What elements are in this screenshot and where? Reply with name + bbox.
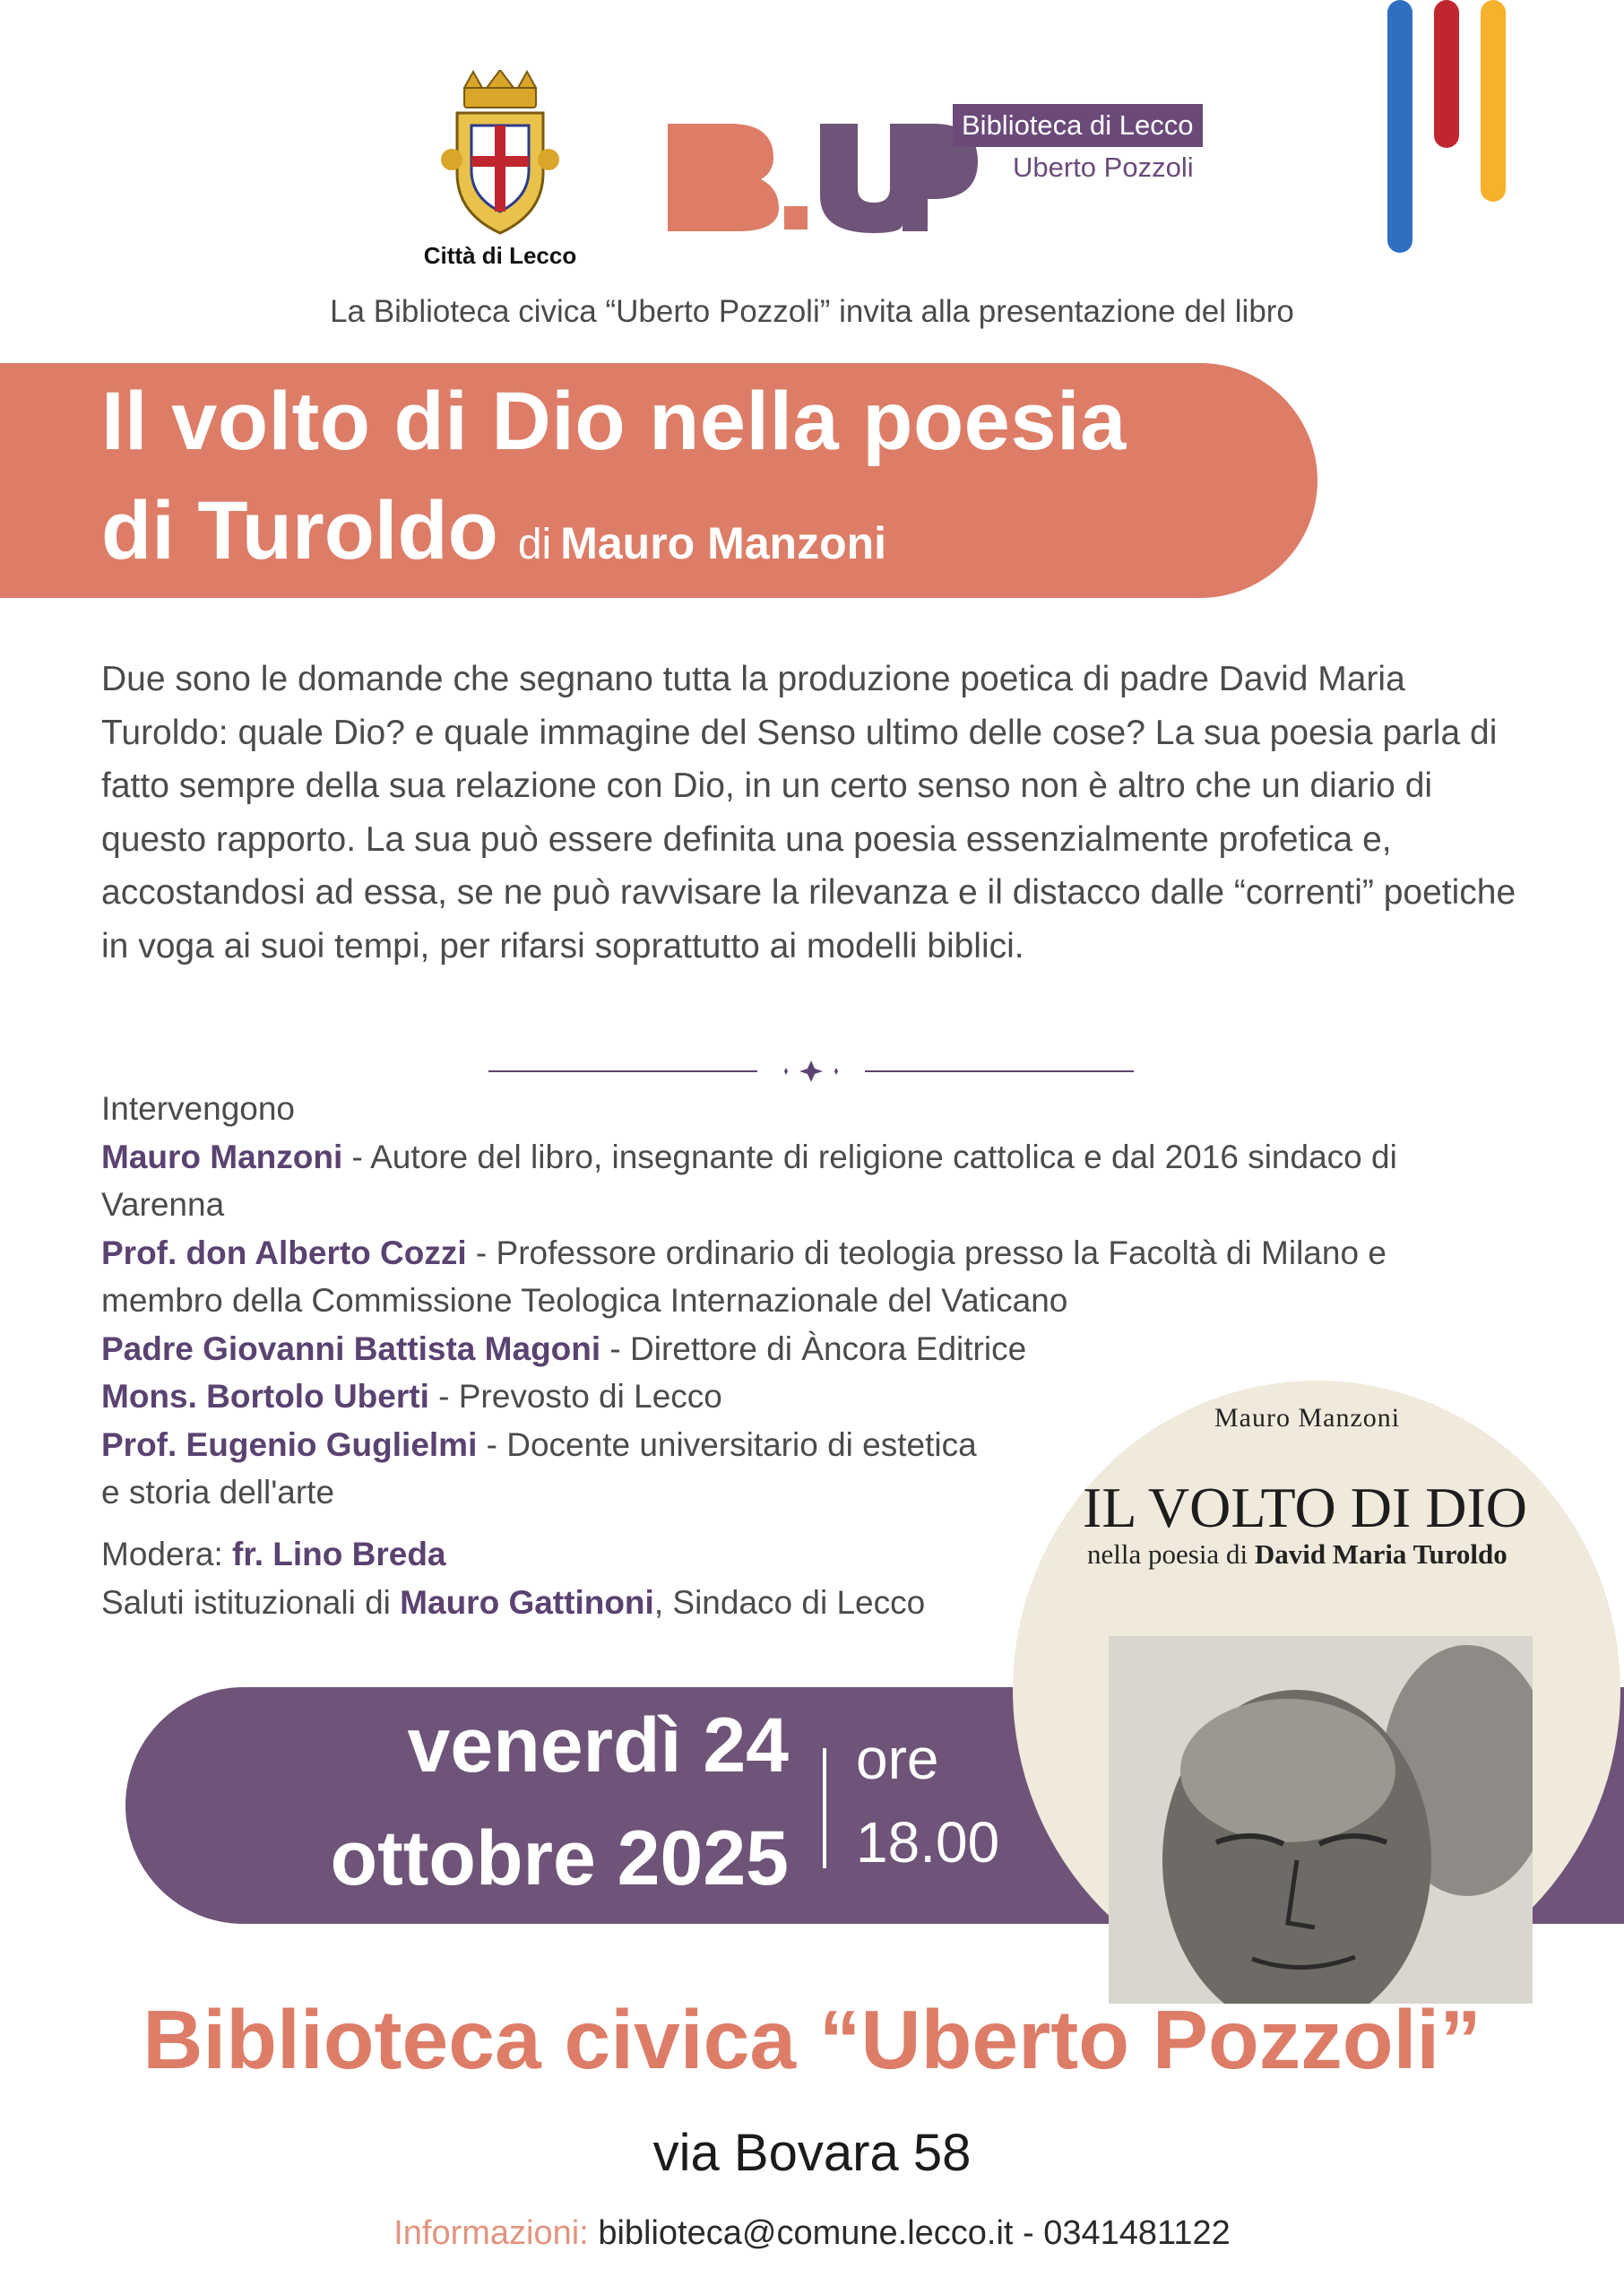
stripe-blue — [1387, 0, 1412, 253]
speaker-item — [101, 1325, 1535, 1373]
title-di: di — [517, 521, 552, 568]
moderation-section — [101, 1530, 1087, 1627]
speaker-role-cont: membro della Commissione Teologica Internazionale del Vaticano — [101, 1282, 1068, 1319]
event-date-line1: venerdì 24 — [407, 1702, 789, 1788]
moderator-line — [101, 1530, 1087, 1579]
contact-info — [0, 2214, 1624, 2253]
speaker-name: Prof. Eugenio Guglielmi — [101, 1425, 478, 1463]
book-cover-author: Mauro Manzoni — [1214, 1403, 1401, 1433]
stripe-red — [1434, 0, 1459, 148]
bup-logo-icon — [668, 117, 981, 238]
info-separator: - — [1013, 2214, 1044, 2252]
venue-name: Biblioteca civica “Uberto Pozzoli” — [143, 1993, 1481, 2086]
moderator-name: fr. Lino Breda — [232, 1536, 446, 1572]
info-email[interactable]: biblioteca@comune.lecco.it — [598, 2214, 1014, 2252]
info-label: Informazioni: — [393, 2214, 589, 2252]
speaker-role: - Professore ordinario di teologia presso la Facoltà di Milano e — [466, 1234, 1386, 1271]
speaker-item — [101, 1229, 1535, 1277]
speaker-name: Mauro Manzoni — [101, 1138, 343, 1175]
portrait-drawing-image — [1109, 1636, 1533, 2004]
title-line2-text: di Turoldo — [101, 485, 498, 576]
venue-address: via Bovara 58 — [652, 2124, 972, 2182]
greetings-suffix: , Sindaco di Lecco — [653, 1584, 926, 1621]
invite-text: La Biblioteca civica “Uberto Pozzoli” invita alla presentazione del libro — [330, 294, 1294, 329]
city-caption: Città di Lecco — [423, 242, 577, 269]
speaker-role: - Docente universitario di estetica — [477, 1425, 977, 1463]
speaker-role-cont: Varenna — [101, 1186, 225, 1223]
greetings-prefix: Saluti istituzionali di — [101, 1584, 401, 1621]
book-description: Due sono le domande che segnano tutta la produzione poetica di padre David Maria Turoldo: quale Dio? e quale immagine del Senso ultimo delle cose? La sua poesia parla di fatto sempre della sua relazione con Dio, in un certo senso non è altro che un diario di questo rapporto. La sua può essere definita una poesia essenzialmente profetica e, accostandosi ad essa, se ne può ravvisare la rilevanza e il distacco dalle “correnti” poetiche in voga ai suoi tempi, per rifarsi soprattutto ai modelli biblici. — [101, 660, 1516, 966]
speaker-name: Mons. Bortolo Uberti — [101, 1378, 429, 1415]
speaker-role: - Prevosto di Lecco — [428, 1378, 722, 1415]
greetings-line — [101, 1579, 1087, 1627]
city-crest-logo — [437, 70, 563, 238]
stripe-yellow — [1481, 0, 1506, 202]
event-time-label: ore — [856, 1727, 939, 1791]
title-author: Mauro Manzoni — [560, 518, 887, 568]
speaker-name: Padre Giovanni Battista Magoni — [101, 1329, 601, 1367]
info-phone[interactable]: 0341481122 — [1043, 2214, 1231, 2252]
book-title-line1: Il volto di Dio nella poesia — [101, 376, 1127, 467]
date-separator — [823, 1748, 826, 1868]
library-name-tag: Biblioteca di Lecco — [953, 104, 1203, 147]
ornament-divider-icon — [488, 1061, 1134, 1082]
book-title-line2 — [101, 484, 886, 578]
speakers-heading: Intervengono — [101, 1090, 296, 1127]
speaker-name: Prof. don Alberto Cozzi — [101, 1234, 467, 1271]
book-cover-subtitle-name: David Maria Turoldo — [1254, 1538, 1507, 1570]
book-cover-subtitle — [1087, 1538, 1507, 1571]
moderator-label: Modera: — [101, 1536, 233, 1572]
library-subname-tag: Uberto Pozzoli — [1013, 152, 1194, 183]
speaker-item — [101, 1133, 1535, 1182]
speaker-role-cont: e storia dell'arte — [101, 1474, 335, 1511]
speaker-role: - Autore del libro, insegnante di religione cattolica e dal 2016 sindaco di — [342, 1138, 1397, 1175]
event-date-line2: ottobre 2025 — [330, 1815, 789, 1901]
greetings-name: Mauro Gattinoni — [400, 1584, 654, 1621]
book-cover-subtitle-prefix: nella poesia di — [1087, 1538, 1255, 1570]
speaker-role: - Direttore di Àncora Editrice — [600, 1329, 1027, 1367]
book-cover-title: IL VOLTO DI DIO — [1083, 1476, 1527, 1539]
event-time: 18.00 — [856, 1810, 1000, 1875]
